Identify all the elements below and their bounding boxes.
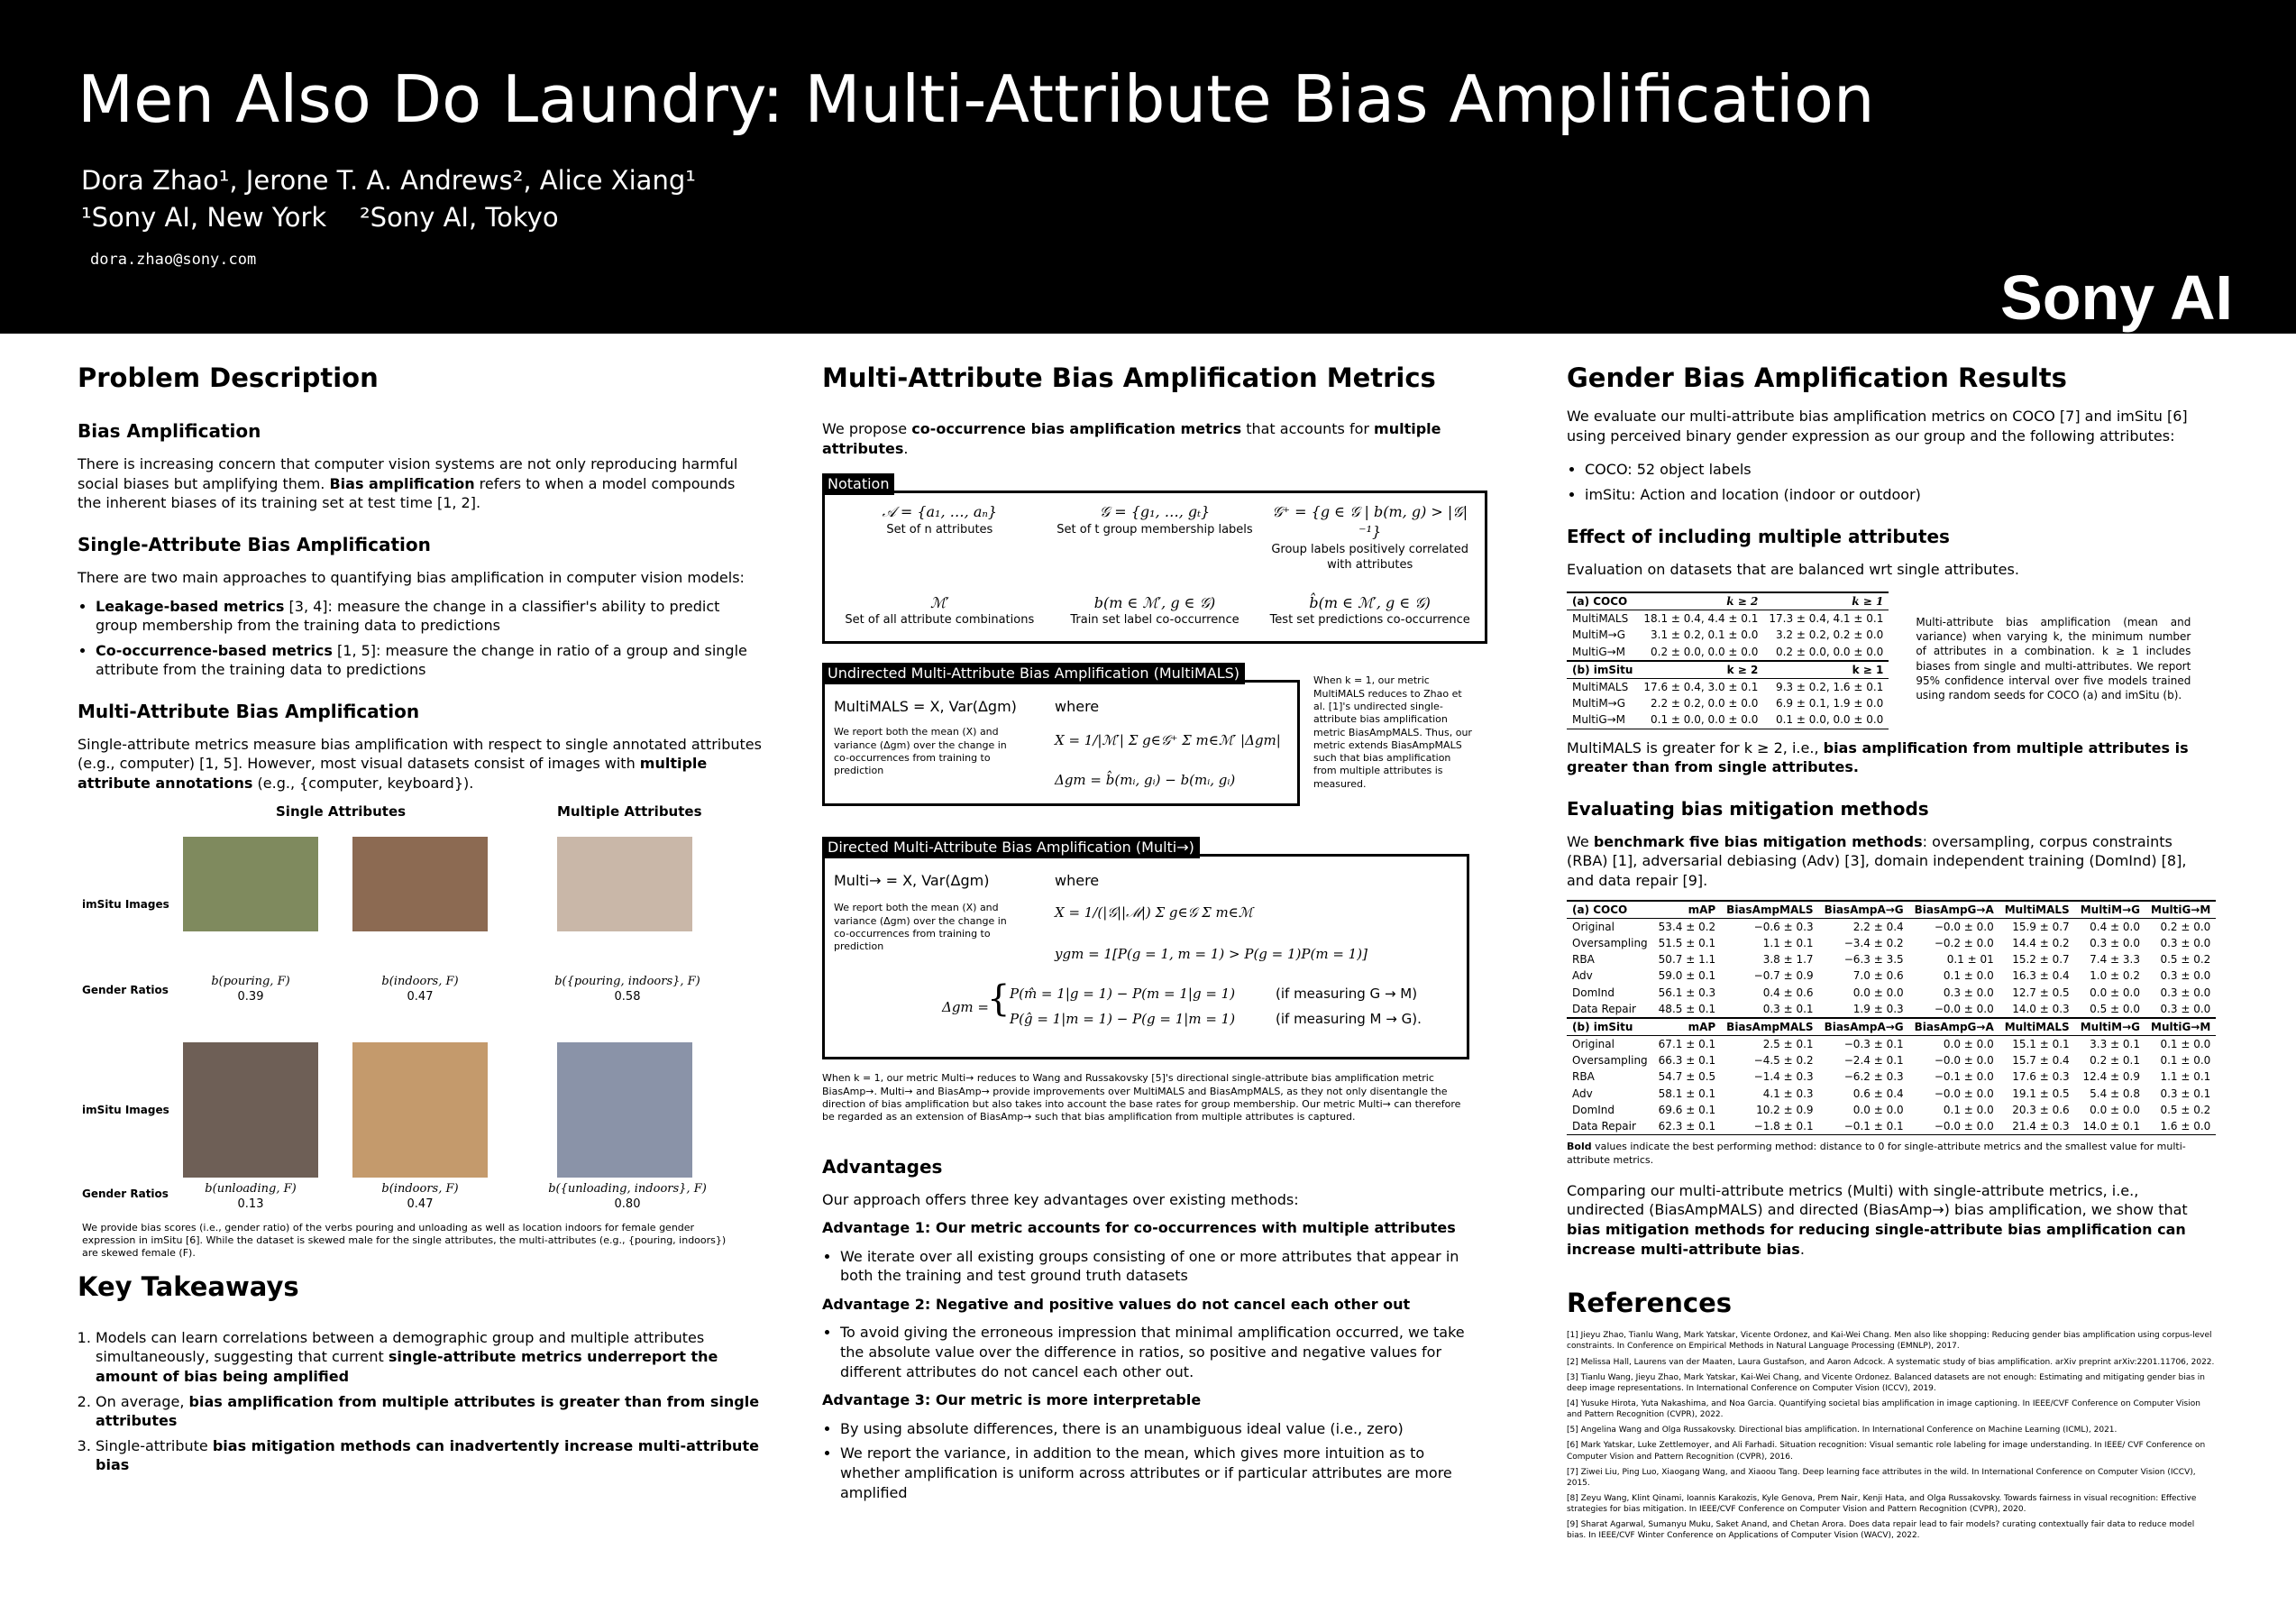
photo-indoors-kitchen — [352, 837, 488, 931]
reference-item: [8] Zeyu Wang, Klint Qinami, Ioannis Karakozis, Kyle Genova, Prem Nair, Kenji Hata, and Olga Russakovsky. Towards fairness in visual recognition: Effective strategies for bias mitigation. In IEEE/CVF Conference on Computer Vision and Pattern Recognition (CVPR), 2020. — [1567, 1494, 2197, 1515]
approach-list — [96, 597, 763, 680]
notation-attributes: 𝒜 = {a₁, …, aₙ} — [882, 503, 998, 521]
list-item: • We report the variance, in addition to the mean, which gives more intuition as to whether amplification is uniform across attributes or if particular attributes are more amplified — [840, 1444, 1480, 1502]
ratio-caption: b(unloading, F) 0.13 — [205, 1181, 297, 1212]
column-results — [1567, 361, 2216, 1546]
advantage-2-title: Advantage 2: Negative and positive values do not cancel each other out — [822, 1295, 1411, 1313]
example-figure — [78, 802, 763, 1262]
notation-box — [822, 475, 1487, 644]
directed-x-formula: X = 1/(|𝒢||ℳ|) Σ g∈𝒢 Σ m∈ℳ — [1055, 904, 1253, 922]
undirected-note: We report both the mean (X) and variance (Δgm) over the change in co-occurrences from training to prediction — [834, 726, 1007, 777]
notation-caption: Group labels positively correlated with attributes — [1271, 542, 1468, 573]
k-finding: MultiMALS is greater for k ≥ 2, i.e., bias amplification from multiple attributes is greater than from single attributes. — [1567, 738, 2189, 776]
advantages-heading: Advantages — [822, 1155, 943, 1178]
undirected-delta-formula: Δgm = b̂(mᵢ, gᵢ) − b(mᵢ, gᵢ) — [1055, 772, 1236, 789]
reference-item: [1] Jieyu Zhao, Tianlu Wang, Mark Yatskar, Vicente Ordonez, and Kai-Wei Chang. Men also like shopping: Reducing gender bias amplification using corpus-level constraints. In Conference on Empirical Methods in Natural Language Processing (EMNLP), 2017. — [1567, 1331, 2212, 1352]
references-list — [1567, 1330, 2216, 1541]
undirected-definition: MultiMALS = X, Var(Δgm) — [834, 698, 1017, 716]
where-label: where — [1055, 698, 1100, 716]
list-item: 3. Single-attribute bias mitigation methods can inadvertently increase multi-attribute bias — [96, 1436, 763, 1475]
table-row: Adv 58.1 ± 0.1 4.1 ± 0.3 0.6 ± 0.4 −0.0 ± 0.0 19.1 ± 0.5 5.4 ± 0.8 0.3 ± 0.1 — [1572, 1087, 2211, 1100]
list-item: • We iterate over all existing groups consisting of one or more attributes that appear in both the training and test ground truth datasets — [840, 1247, 1480, 1286]
table-row: Oversampling 51.5 ± 0.1 1.1 ± 0.1 −3.4 ± 0.2 −0.2 ± 0.0 14.4 ± 0.2 0.3 ± 0.0 0.3 ± 0.0 — [1572, 936, 2211, 949]
row-label-images: imSitu Images — [82, 897, 169, 911]
table-row: DomInd 56.1 ± 0.3 0.4 ± 0.6 0.0 ± 0.0 0.3 ± 0.0 12.7 ± 0.5 0.0 ± 0.0 0.3 ± 0.0 — [1572, 986, 2211, 999]
takeaways-heading: Key Takeaways — [78, 1270, 299, 1302]
reference-item: [7] Ziwei Liu, Ping Luo, Xiaogang Wang, and Xiaoou Tang. Deep learning face attributes in the wild. In International Conference on Computer Vision (ICCV), 2015. — [1567, 1467, 2196, 1488]
mitigation-intro: We benchmark five bias mitigation methods: oversampling, corpus constraints (RBA) [1], adversarial debiasing (Adv) [3], domain independent training (DomInd) [8], and data repair [9]. — [1567, 832, 2187, 889]
brace: { — [987, 978, 1011, 1021]
takeaways-list — [96, 1328, 763, 1475]
multi-attr-paragraph: Single-attribute metrics measure bias amplification with respect to single annotated attributes (e.g., computer) [1, 5]. However, most visual datasets consist of images with multiple attribute annotations (e.g., {computer, keyboard}). — [78, 735, 762, 793]
ratio-caption: b(indoors, F) 0.47 — [381, 974, 459, 1004]
table-row: MultiM→G 3.1 ± 0.2, 0.1 ± 0.0 3.2 ± 0.2, 0.2 ± 0.0 — [1572, 628, 1884, 642]
table-row: RBA 54.7 ± 0.5 −1.4 ± 0.3 −6.2 ± 0.3 −0.1 ± 0.0 17.6 ± 0.3 12.4 ± 0.9 1.1 ± 0.1 — [1572, 1070, 2211, 1084]
directed-caption: When k = 1, our metric Multi→ reduces to Wang and Russakovsky [5]'s directional single-attribute bias amplification metric BiasAmp→. Multi→ and BiasAmp→ provide improvements over MultiMALS and BiasAmpMALS, as they not only disentangle the direction of bias amplification but also takes into account the base rates for group membership. Our metric Multi→ can therefore be regarded as an extension of BiasAmp→ such that bias amplification from multiple attributes is captured. — [822, 1072, 1461, 1123]
table-row: DomInd 69.6 ± 0.1 10.2 ± 0.9 0.0 ± 0.0 0.1 ± 0.0 20.3 ± 0.6 0.0 ± 0.0 0.5 ± 0.2 — [1572, 1103, 2211, 1116]
list-item: • Leakage-based metrics [3, 4]: measure the change in a classifier's ability to predict group membership from the training data to predictions — [96, 597, 763, 636]
table-row: Original 53.4 ± 0.2 −0.6 ± 0.3 2.2 ± 0.4 −0.0 ± 0.0 15.9 ± 0.7 0.4 ± 0.0 0.2 ± 0.0 — [1572, 920, 2211, 933]
table-row: Adv 59.0 ± 0.1 −0.7 ± 0.9 7.0 ± 0.6 0.1 ± 0.0 16.3 ± 0.4 1.0 ± 0.2 0.3 ± 0.0 — [1572, 969, 2211, 983]
photo-pouring-indoors — [557, 837, 692, 931]
multiple-attributes-label: Multiple Attributes — [557, 802, 702, 820]
directed-case-2-cond: (if measuring M → G). — [1276, 1011, 1422, 1028]
directed-case-2: P(ĝ = 1|m = 1) − P(g = 1|m = 1) — [1010, 1011, 1236, 1028]
ratio-caption: b({unloading, indoors}, F) 0.80 — [548, 1181, 707, 1212]
list-item: • imSitu: Action and location (indoor or outdoor) — [1585, 485, 2216, 505]
single-attr-subheading: Single-Attribute Bias Amplification — [78, 533, 431, 555]
reference-item: [6] Mark Yatskar, Luke Zettlemoyer, and Ali Farhadi. Situation recognition: Visual semantic role labeling for image understanding. In IEEE/ CVF Conference on Computer Vision and Pattern Recognition (CVPR), 2016. — [1567, 1441, 2206, 1462]
reference-item: [9] Sharat Agarwal, Sumanyu Muku, Saket Anand, and Chetan Arora. Does data repair lead to fair models? curating contextually fair data to reduce model bias. In IEEE/CVF Winter Conference on Applications of Computer Vision (WACV), 2022. — [1567, 1520, 2195, 1541]
notation-caption: Set of all attribute combinations — [845, 613, 1035, 628]
list-item: • Co-occurrence-based metrics [1, 5]: measure the change in ratio of a group and single attribute from the training data to predictions — [96, 641, 763, 680]
figure-caption: We provide bias scores (i.e., gender ratio) of the verbs pouring and unloading as well as location indoors for female gender expression in imSitu [6]. While the dataset is skewed male for the single attributes, the multi-attributes (e.g., {pouring, indoors}) are skewed female (F). — [82, 1221, 727, 1260]
row-label-ratios: Gender Ratios — [82, 983, 169, 996]
ratio-caption: b({pouring, indoors}, F) 0.58 — [554, 974, 700, 1004]
list-item: • To avoid giving the erroneous impression that minimal amplification occurred, we take the absolute value over the difference in ratios, so positive and negative values for different attributes do not cancel each other out. — [840, 1323, 1480, 1381]
undirected-box — [822, 665, 1300, 806]
list-item: 2. On average, bias amplification from multiple attributes is greater than from single attributes — [96, 1392, 763, 1431]
directed-note: We report both the mean (X) and variance (Δgm) over the change in co-occurrences from training to prediction — [834, 902, 1007, 953]
table-row: MultiMALS 18.1 ± 0.4, 4.4 ± 0.1 17.3 ± 0.4, 4.1 ± 0.1 — [1572, 612, 1884, 626]
notation-label: Notation — [822, 473, 894, 495]
column-metrics — [822, 361, 1480, 1511]
multi-attr-subheading: Multi-Attribute Bias Amplification — [78, 700, 420, 722]
mitigation-heading: Evaluating bias mitigation methods — [1567, 797, 1929, 820]
email[interactable]: dora.zhao@sony.com — [90, 251, 257, 269]
notation-train-cooccurrence: b(m ∈ ℳ′, g ∈ 𝒢) — [1093, 593, 1216, 611]
single-attributes-label: Single Attributes — [276, 802, 407, 820]
directed-case-1-cond: (if measuring G → M) — [1276, 986, 1418, 1003]
bias-amp-subheading: Bias Amplification — [78, 420, 261, 443]
directed-case-1: P(m̂ = 1|g = 1) − P(m = 1|g = 1) — [1010, 986, 1236, 1003]
advantage-1-title: Advantage 1: Our metric accounts for co-occurrences with multiple attributes — [822, 1219, 1456, 1237]
results-heading: Gender Bias Amplification Results — [1567, 362, 2067, 393]
list-item: • COCO: 52 object labels — [1585, 460, 2216, 480]
column-problem — [78, 361, 763, 1484]
results-intro: We evaluate our multi-attribute bias amplification metrics on COCO [7] and imSitu [6] using perceived binary gender expression as our group and the following attributes: — [1567, 408, 2188, 445]
table-row: RBA 50.7 ± 1.1 3.8 ± 1.7 −6.3 ± 3.5 0.1 ± 01 15.2 ± 0.7 7.4 ± 3.3 0.5 ± 0.2 — [1572, 953, 2211, 967]
notation-caption: Set of n attributes — [886, 522, 993, 536]
where-label: where — [1055, 872, 1100, 890]
bias-amp-paragraph: There is increasing concern that computer vision systems are not only reproducing harmful social biases but amplifying them. Bias amplification refers to when a model compounds the inherent biases of its training set at test time [1, 2]. — [78, 455, 738, 512]
reference-item: [2] Melissa Hall, Laurens van der Maaten, Laura Gustafson, and Aaron Adcock. A systematic study of bias amplification. arXiv preprint arXiv:2201.11706, 2022. — [1567, 1357, 2215, 1367]
directed-box — [822, 839, 1469, 1059]
k-table-note: Multi-attribute bias amplification (mean and variance) when varying k, the minimum number of attributes in a combination. k ≥ 1 includes biases from single and multi-attributes. We report 95% confidence interval over five models trained using random seeds for COCO (a) and imSitu (b). — [1916, 616, 2191, 702]
affiliations: ¹Sony AI, New York ²Sony AI, Tokyo — [81, 202, 559, 233]
k-table-wrapper — [1567, 591, 2216, 729]
notation-caption: Train set label co-occurrence — [1070, 613, 1239, 628]
ratio-caption: b(indoors, F) 0.47 — [381, 1181, 459, 1212]
single-attr-paragraph: There are two main approaches to quantifying bias amplification in computer vision models: — [78, 568, 745, 586]
table-section-header: (a) COCO mAP BiasAmpMALS BiasAmpA→G BiasAmpG→A MultiMALS MultiM→G MultiG→M — [1567, 901, 2216, 919]
sony-ai-logo: Sony AI — [2000, 262, 2233, 333]
table-row: MultiG→M 0.2 ± 0.0, 0.0 ± 0.0 0.2 ± 0.0, 0.0 ± 0.0 — [1572, 645, 1884, 658]
dataset-list — [1585, 460, 2216, 504]
multi-effect-heading: Effect of including multiple attributes — [1567, 525, 1950, 547]
ratio-caption: b(pouring, F) 0.39 — [211, 974, 290, 1004]
undirected-label: Undirected Multi-Attribute Bias Amplification (MultiMALS) — [822, 663, 1245, 684]
table-row: MultiM→G 2.2 ± 0.2, 0.0 ± 0.0 6.9 ± 0.1, 1.9 ± 0.0 — [1572, 697, 1884, 711]
table-row: Data Repair 62.3 ± 0.1 −1.8 ± 0.1 −0.1 ± 0.1 −0.0 ± 0.0 21.4 ± 0.3 14.0 ± 0.1 1.6 ± 0.0 — [1567, 1118, 2216, 1135]
problem-heading: Problem Description — [78, 362, 379, 393]
photo-unloading — [183, 1042, 318, 1178]
notation-positive-groups: 𝒢⁺ = {g ∈ 𝒢 | b(m, g) > |𝒢|⁻¹} — [1272, 503, 1468, 540]
table-row: MultiG→M 0.1 ± 0.0, 0.0 ± 0.0 0.1 ± 0.0, 0.0 ± 0.0 — [1567, 711, 1889, 729]
undirected-x-formula: X = 1/|ℳ′| Σ g∈𝒢⁺ Σ m∈ℳ′ |Δgm| — [1055, 732, 1281, 749]
results-conclusion: Comparing our multi-attribute metrics (Multi) with single-attribute metrics, i.e., undirected (BiasAmpMALS) and directed (BiasAmp→) bias amplification, we show that bias mitigation methods for reducing single-attribute bias amplification can increase multi-attribute bias. — [1567, 1181, 2188, 1258]
notation-test-cooccurrence: b̂(m ∈ ℳ′, g ∈ 𝒢) — [1309, 593, 1431, 611]
reference-item: [5] Angelina Wang and Olga Russakovsky. Directional bias amplification. In International Conference on Machine Learning (ICML), 2021. — [1567, 1426, 2118, 1435]
undirected-side-note: When k = 1, our metric MultiMALS reduces to Zhao et al. [1]'s undirected single-attribute bias amplification metric BiasAmpMALS. Thus, our metric extends BiasAmpMALS such that bias amplification from multiple attributes is measured. — [1313, 674, 1472, 790]
notation-combinations: ℳ′ — [929, 593, 949, 611]
table-section-header: (b) imSitu mAP BiasAmpMALS BiasAmpA→G BiasAmpG→A MultiMALS MultiM→G MultiG→M — [1567, 1018, 2216, 1036]
advantage-2-list — [840, 1323, 1480, 1381]
table-row: Original 67.1 ± 0.1 2.5 ± 0.1 −0.3 ± 0.1 0.0 ± 0.0 15.1 ± 0.1 3.3 ± 0.1 0.1 ± 0.0 — [1572, 1038, 2211, 1051]
mitigation-table — [1567, 900, 2216, 1136]
references-heading: References — [1567, 1288, 1733, 1319]
k-table: (a) COCO k ≥ 2 k ≥ 1 MultiMALS 18.1 ± 0.4, 4.4 ± 0.1 17.3 ± 0.4, 4.1 ± 0.1 MultiM→G 3.1 ± 0.2, 0.1 ± 0.0 3.2 ± 0.2, 0.2 ± 0.0 MultiG→M 0.2 ± 0.0, 0.0 ± 0.0 0.2 ± 0.0, 0.0 ± 0.0 (b) imSitu k ≥ 2 k ≥ 1 MultiMALS 17.6 ± 0.4, 3.0 ± 0.1 9.3 ± 0.2, 1.6 ± 0.1 MultiM→G 2.2 ± 0.2, 0.0 ± 0.0 6.9 ± 0.1, 1.9 ± 0.0 MultiG→M 0.1 ± 0.0, 0.0 ± 0.0 0.1 ± 0.0, 0.0 ± 0.0 — [1567, 591, 1889, 729]
photo-indoors-bed — [352, 1042, 488, 1178]
advantage-1-list — [840, 1247, 1480, 1286]
reference-item: [4] Yusuke Hirota, Yuta Nakashima, and Noa Garcia. Quantifying societal bias amplification in image captioning. In IEEE/CVF Conference on Computer Vision and Pattern Recognition (CVPR), 2022. — [1567, 1399, 2200, 1420]
poster-header — [0, 0, 2296, 334]
metrics-heading: Multi-Attribute Bias Amplification Metrics — [822, 362, 1436, 393]
table-section-header: (b) imSitu k ≥ 2 k ≥ 1 — [1567, 661, 1889, 679]
photo-pouring — [183, 837, 318, 931]
directed-definition: Multi→ = X, Var(Δgm) — [834, 872, 990, 890]
table-row: MultiMALS 17.6 ± 0.4, 3.0 ± 0.1 9.3 ± 0.2, 1.6 ± 0.1 — [1572, 681, 1884, 694]
directed-label: Directed Multi-Attribute Bias Amplification (Multi→) — [822, 837, 1200, 858]
undirected-section — [822, 665, 1480, 811]
photo-unloading-indoors — [557, 1042, 692, 1178]
metrics-intro: We propose co-occurrence bias amplification metrics that accounts for multiple attributes. — [822, 420, 1441, 457]
directed-delta-lhs: Δgm = — [942, 999, 989, 1016]
list-item: • By using absolute differences, there is an unambiguous ideal value (i.e., zero) — [840, 1419, 1480, 1439]
table-row: Oversampling 66.3 ± 0.1 −4.5 ± 0.2 −2.4 ± 0.1 −0.0 ± 0.0 15.7 ± 0.4 0.2 ± 0.1 0.1 ± 0.0 — [1572, 1054, 2211, 1068]
row-label-images: imSitu Images — [82, 1103, 169, 1116]
reference-item: [3] Tianlu Wang, Jieyu Zhao, Mark Yatskar, Kai-Wei Chang, and Vicente Ordonez. Balanced datasets are not enough: Estimating and mitigating gender bias in deep image representations. In International Conference on Computer Vision (ICCV), 2019. — [1567, 1372, 2205, 1393]
notation-groups: 𝒢 = {g₁, …, gₜ} — [1099, 503, 1211, 521]
directed-y-formula: ygm = 1[P(g = 1, m = 1) > P(g = 1)P(m = 1)] — [1055, 946, 1368, 963]
row-label-ratios: Gender Ratios — [82, 1187, 169, 1200]
notation-caption: Set of t group membership labels — [1057, 522, 1253, 536]
advantages-intro: Our approach offers three key advantages over existing methods: — [822, 1190, 1299, 1208]
mitigation-table-note: Bold values indicate the best performing method: distance to 0 for single-attribute metrics and the smallest value for multi-attribute metrics. — [1567, 1141, 2186, 1166]
poster-title: Men Also Do Laundry: Multi-Attribute Bias Amplification — [78, 61, 1875, 137]
authors: Dora Zhao¹, Jerone T. A. Andrews², Alice Xiang¹ — [81, 165, 696, 196]
advantage-3-title: Advantage 3: Our metric is more interpretable — [822, 1391, 1202, 1409]
advantage-3-list — [840, 1419, 1480, 1502]
notation-caption: Test set predictions co-occurrence — [1269, 613, 1470, 628]
list-item: 1. Models can learn correlations between a demographic group and multiple attributes simultaneously, suggesting that current single-attribute metrics underreport the amount of bias being amplified — [96, 1328, 763, 1387]
multi-effect-intro: Evaluation on datasets that are balanced wrt single attributes. — [1567, 560, 2019, 578]
table-row: Data Repair 48.5 ± 0.1 0.3 ± 0.1 1.9 ± 0.3 −0.0 ± 0.0 14.0 ± 0.3 0.5 ± 0.0 0.3 ± 0.0 — [1572, 1002, 2211, 1015]
